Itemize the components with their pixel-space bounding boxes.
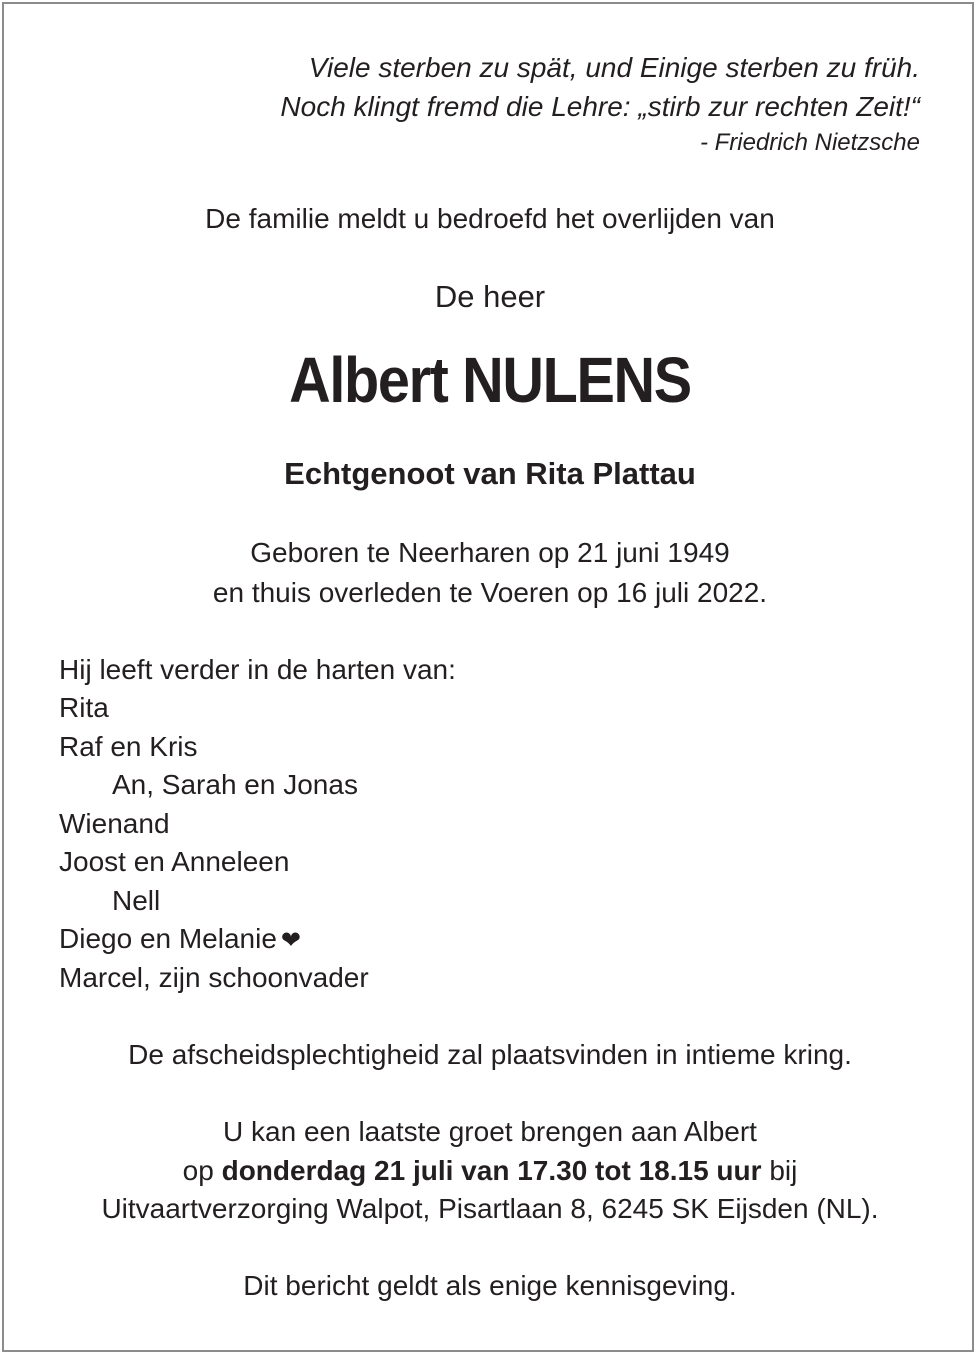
visit-suffix: bij — [761, 1155, 798, 1186]
list-item: Rita — [59, 692, 109, 723]
quote-author: - Friedrich Nietzsche — [699, 129, 920, 156]
list-item: Wienand — [59, 808, 170, 839]
list-item: Joost en Anneleen — [59, 846, 290, 877]
list-item: Marcel, zijn schoonvader — [59, 962, 369, 993]
heart-icon: ❤ — [280, 927, 302, 954]
list-item: An, Sarah en Jonas — [112, 769, 358, 800]
visit-prefix: op — [182, 1155, 222, 1186]
quote-line-1: Viele sterben zu spät, und Einige sterben zu früh. — [308, 52, 920, 83]
list-item: Raf en Kris — [59, 731, 198, 762]
list-item: Nell — [112, 885, 161, 916]
farewell-text: De afscheidsplechtigheid zal plaatsvinden in intieme kring. — [128, 1039, 852, 1070]
honorific-title: De heer — [434, 279, 546, 314]
visit-line-1: U kan een laatste groet brengen aan Albert — [223, 1116, 757, 1147]
deceased-name: Albert NULENS — [289, 344, 691, 416]
survivors-intro: Hij leeft verder in de harten van: — [59, 654, 456, 685]
spouse-line: Echtgenoot van Rita Plattau — [284, 456, 696, 491]
birth-line: Geboren te Neerharen op 21 juni 1949 — [250, 537, 730, 568]
list-item-label: Diego en Melanie — [59, 923, 277, 954]
visit-line-2 — [0, 1155, 980, 1187]
list-item-with-heart — [59, 923, 301, 955]
quote-line-2: Noch klingt fremd die Lehre: „stirb zur rechten Zeit!“ — [280, 91, 920, 122]
visit-datetime: donderdag 21 juli van 17.30 tot 18.15 uur — [221, 1155, 762, 1186]
visit-location: Uitvaartverzorging Walpot, Pisartlaan 8, 6245 SK Eijsden (NL). — [101, 1193, 879, 1224]
closing-text: Dit bericht geldt als enige kennisgeving. — [243, 1270, 737, 1301]
death-line: en thuis overleden te Voeren op 16 juli 2022. — [212, 577, 768, 608]
announcement-text: De familie meldt u bedroefd het overlijden van — [205, 203, 775, 234]
